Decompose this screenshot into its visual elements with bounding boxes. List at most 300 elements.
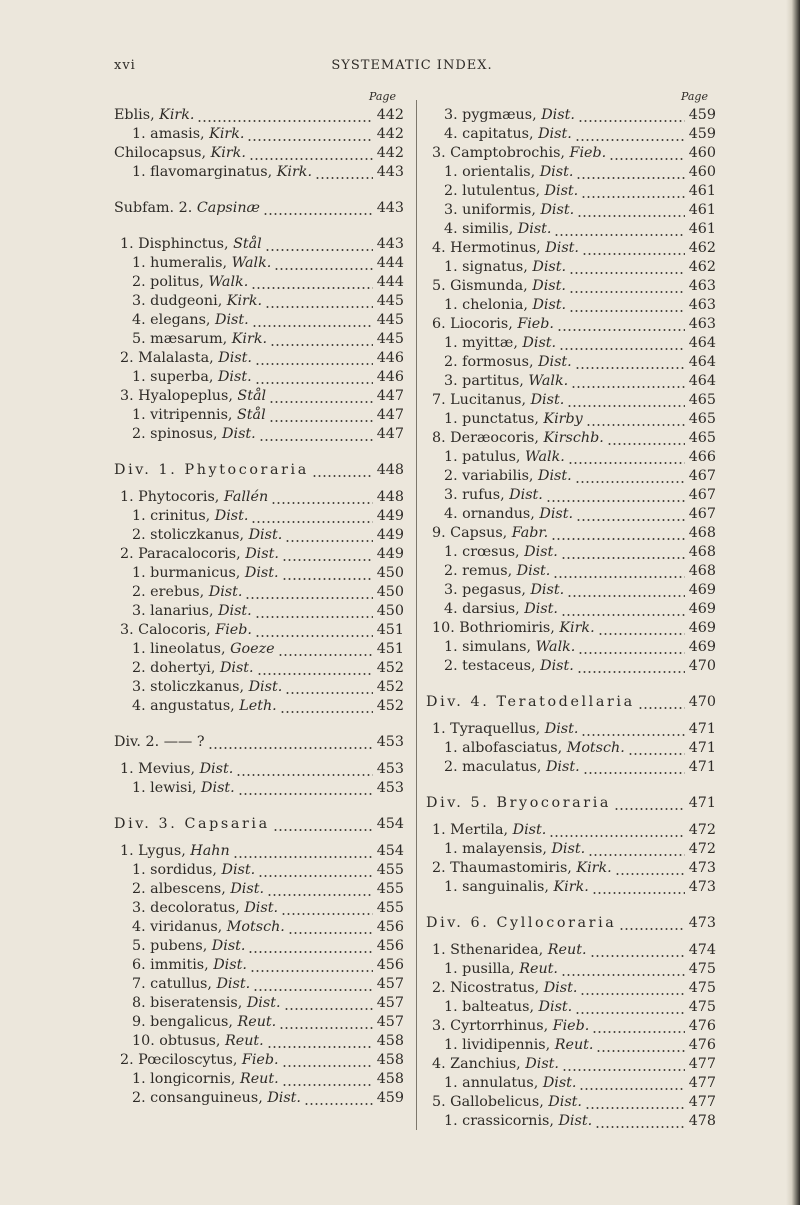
dot-leader [265,292,373,311]
index-entry [426,859,716,878]
page-reference: 473 [688,860,716,876]
taxon-author: Reut. [519,961,558,977]
index-entry [114,273,404,292]
taxon-author: Dist. [551,841,586,857]
taxon-name: 3. dudgeoni, [132,293,227,309]
page-reference: 457 [376,995,404,1011]
index-entry [426,638,716,657]
dot-leader [588,840,685,859]
index-entry [114,602,404,621]
taxon-author: Dist. [543,980,578,996]
index-entry [426,334,716,353]
taxon-author: Stål [237,407,266,423]
page-reference: 443 [376,200,404,216]
entry-text [114,994,281,1013]
taxon-name: 1. lividipennis, [444,1037,555,1053]
taxon-name: 3. lanarius, [132,603,219,619]
page-reference: 444 [376,274,404,290]
index-entry [114,621,404,640]
page-reference: 460 [688,164,716,180]
entry-text [426,960,558,979]
page-reference: 467 [688,487,716,503]
index-entry [114,125,404,144]
dot-leader [304,1089,373,1108]
taxon-author: Dist. [244,565,279,581]
index-entry [426,220,716,239]
index-entry [426,410,716,429]
page-reference: 451 [376,622,404,638]
taxon-author: Kirk. [210,145,246,161]
taxon-author: Dist. [524,544,558,560]
taxon-author: Dist. [244,900,279,916]
index-entry [114,678,404,697]
taxon-author: Fieb. [552,1018,590,1034]
dot-leader [607,429,685,448]
dot-leader [285,526,373,545]
index-entry [426,144,716,163]
entry-text [114,292,262,311]
entry-text [114,144,246,163]
page-reference: 464 [688,373,716,389]
dot-leader [575,998,685,1017]
page-reference: 476 [688,1037,716,1053]
entry-text [426,1093,582,1112]
entry-text [114,678,282,697]
index-entry [426,794,716,813]
taxon-author: Dist. [545,240,579,256]
entry-text [114,461,309,480]
taxon-name: 1. sanguinalis, [444,879,554,895]
taxon-name: Div. 4. Teratodellaria [426,694,635,710]
dot-leader [567,581,685,600]
entry-text [426,1112,592,1131]
dot-leader [568,448,685,467]
dot-leader [250,956,373,975]
taxon-name: 3. decoloratus, [132,900,245,916]
page-reference: 456 [376,957,404,973]
dot-leader [554,220,685,239]
dot-leader [285,678,373,697]
taxon-author: Hahn [190,843,230,859]
page-reference: 451 [376,641,404,657]
index-entry [426,1055,716,1074]
entry-text [426,998,572,1017]
dot-leader [579,1074,685,1093]
taxon-name: 3. stoliczkanus, [132,679,249,695]
index-entry [114,311,404,330]
taxon-author: Dist. [544,721,579,737]
index-entry [426,106,716,125]
taxon-author: Dist. [538,354,572,370]
taxon-author: Dist. [230,881,265,897]
taxon-author: Dist. [214,508,249,524]
page-reference: 454 [376,843,404,859]
page-reference: 450 [376,603,404,619]
index-entry [114,387,404,406]
entry-text [426,296,566,315]
dot-leader [583,758,685,777]
page-reference: 471 [688,721,716,737]
right-entry-list [426,106,716,1131]
entry-text [114,880,264,899]
taxon-name: 1. burmanicus, [132,565,245,581]
taxon-name: 8. Deræocoris, [432,430,544,446]
taxon-name: 1. patulus, [444,449,526,465]
page-reference: 446 [376,369,404,385]
page-column-label: Page [680,90,708,103]
taxon-name: 4. darsius, [444,601,525,617]
taxon-name: Chilocapsus, [114,145,211,161]
taxon-author: Reut. [547,942,587,958]
dot-leader [585,1093,685,1112]
dot-leader [551,524,685,543]
index-entry [114,1032,404,1051]
entry-text [114,815,270,834]
page-reference: 462 [688,259,716,275]
page-reference: 465 [688,411,716,427]
index-entry [114,1070,404,1089]
entry-text [114,488,268,507]
page-reference: 469 [688,620,716,636]
taxon-author: Kirk. [559,620,595,636]
taxon-name: Div. 6. Cyllocoraria [426,915,617,931]
taxon-author: Dist. [522,335,557,351]
dot-leader [255,621,373,640]
page-reference: 465 [688,430,716,446]
taxon-name: 1. pusilla, [444,961,520,977]
entry-text [426,220,551,239]
index-entry [114,861,404,880]
taxon-name: 5. mæsarum, [132,331,232,347]
index-entry [426,562,716,581]
column-divider [416,100,417,1130]
page-reference: 447 [376,407,404,423]
index-entry [426,941,716,960]
taxon-author: Dist. [201,780,235,796]
index-entry [114,507,404,526]
entry-text [114,760,233,779]
taxon-author: Dist. [525,1056,559,1072]
dot-leader [197,106,373,125]
index-entry [114,956,404,975]
taxon-name: 3. Calocoris, [120,622,216,638]
page-reference: 463 [688,297,716,313]
taxon-author: Fieb. [215,622,252,638]
dot-leader [615,859,685,878]
index-entry [114,254,404,273]
entry-text [114,956,247,975]
entry-text [426,239,579,258]
dot-leader [257,659,373,678]
entry-text [426,914,616,933]
page-reference: 468 [688,525,716,541]
entry-text [114,311,249,330]
dot-leader [569,258,685,277]
entry-text [114,899,278,918]
entry-text [114,545,279,564]
taxon-name: 2. spinosus, [132,426,223,442]
dot-leader [278,640,373,659]
taxon-name: 3. partitus, [444,373,529,389]
index-entry [426,125,716,144]
page-reference: 445 [376,331,404,347]
index-entry [114,461,404,480]
index-entry [114,235,404,254]
entry-text [426,334,556,353]
entry-text [114,235,262,254]
taxon-name: 1. flavomarginatus, [132,164,277,180]
taxon-author: Dist. [538,468,572,484]
page-reference: 448 [376,462,404,478]
dot-leader [569,296,685,315]
page-reference: 472 [688,822,716,838]
index-entry [426,391,716,410]
entry-text [426,258,566,277]
dot-leader [269,387,373,406]
taxon-name: 2. maculatus, [444,759,546,775]
taxon-name: 3. rufus, [444,487,510,503]
taxon-name: 1. lineolatus, [132,641,231,657]
taxon-name: 3. pegasus, [444,582,531,598]
taxon-name: 8. biseratensis, [132,995,247,1011]
dot-leader [265,235,373,254]
taxon-name: 2. consanguineus, [132,1090,268,1106]
entry-text [114,273,248,292]
taxon-name: 7. catullus, [132,976,217,992]
entry-text [114,1032,264,1051]
page-reference: 453 [376,734,404,750]
page-reference: 471 [688,740,716,756]
entry-text [426,182,578,201]
taxon-name: 5. pubens, [132,938,212,954]
entry-text [114,1013,276,1032]
taxon-author: Dist. [248,527,283,543]
taxon-author: Walk. [525,449,565,465]
entry-text [114,425,256,444]
dot-leader [575,125,685,144]
taxon-author: Fabr. [511,525,549,541]
index-entry [426,543,716,562]
taxon-name: 1. sordidus, [132,862,222,878]
dot-leader [251,507,373,526]
entry-text [114,507,248,526]
taxon-name: 4. elegans, [132,312,215,328]
taxon-name: 2. testaceus, [444,658,541,674]
taxon-author: Dist. [218,350,252,366]
index-entry [426,720,716,739]
taxon-name: 2. variabilis, [444,468,539,484]
entry-text [426,163,573,182]
dot-leader [281,899,373,918]
page-reference: 453 [376,761,404,777]
dot-leader [280,697,373,716]
dot-leader [279,1013,373,1032]
page-reference: 442 [376,126,404,142]
index-entry [426,960,716,979]
taxon-name: Eblis, [114,107,160,123]
entry-text [426,1036,593,1055]
taxon-author: Dist. [208,584,243,600]
entry-text [114,125,244,144]
dot-leader [577,657,685,676]
dot-leader [263,199,373,218]
index-entry [114,1051,404,1070]
entry-text [114,733,205,752]
taxon-name: 1. signatus, [444,259,533,275]
index-entry [426,600,716,619]
dot-leader [592,1017,685,1036]
page-reference: 464 [688,335,716,351]
index-entry [426,657,716,676]
entry-text [114,526,282,545]
taxon-name: 3. Cyrtorrhinus, [432,1018,553,1034]
page-reference: 458 [376,1033,404,1049]
entry-text [426,821,546,840]
entry-text [426,315,554,334]
taxon-author: Reut. [239,1071,279,1087]
entry-text [114,387,266,406]
page-reference: 468 [688,563,716,579]
entry-text [114,842,230,861]
index-entry [114,368,404,387]
index-entry [426,524,716,543]
index-entry [114,292,404,311]
entry-text [426,201,574,220]
index-entry [114,640,404,659]
page-reference: 456 [376,919,404,935]
taxon-name: 2. Thaumastomiris, [432,860,577,876]
index-entry [426,486,716,505]
index-entry [114,994,404,1013]
entry-text [114,106,194,125]
taxon-author: Dist. [245,546,279,562]
taxon-author: Dist. [558,1113,593,1129]
dot-leader [619,914,685,933]
dot-leader [590,941,686,960]
taxon-author: Dist. [217,369,252,385]
index-entry [426,429,716,448]
entry-text [426,758,580,777]
dot-leader [208,733,374,752]
page-reference: 461 [688,221,716,237]
taxon-name: 1. crœsus, [444,544,525,560]
page-reference: 473 [688,915,716,931]
entry-text [426,277,566,296]
taxon-author: Dist. [517,221,552,237]
index-entry [426,448,716,467]
dot-leader [567,391,685,410]
entry-text [114,406,266,425]
dot-leader [628,739,685,758]
index-entry [114,330,404,349]
taxon-name: 1. crinitus, [132,508,215,524]
taxon-name: 2. Malalasta, [120,350,219,366]
taxon-author: Dist. [538,999,573,1015]
index-entry [114,918,404,937]
dot-leader [245,583,373,602]
taxon-name: 9. Capsus, [432,525,512,541]
dot-leader [559,334,685,353]
index-entry [426,1093,716,1112]
taxon-author: Kirk. [226,293,263,309]
index-entry [114,163,404,182]
dot-leader [586,410,685,429]
page-reference: 457 [376,1014,404,1030]
taxon-name: 1. Lygus, [120,843,191,859]
page-reference: 456 [376,938,404,954]
taxon-name: 5. Gallobelicus, [432,1094,549,1110]
page-reference: 461 [688,202,716,218]
entry-text [114,602,252,621]
taxon-author: Dist. [512,822,547,838]
dot-leader [596,1036,685,1055]
page-reference: 471 [688,759,716,775]
taxon-author: Kirk. [276,164,312,180]
index-entry [426,296,716,315]
dot-leader [569,277,685,296]
page-reference: 460 [688,145,716,161]
taxon-author: Fallén [223,489,269,505]
taxon-author: Dist. [545,759,580,775]
page-reference: 458 [376,1052,404,1068]
taxon-name: 1. lewisi, [132,780,202,796]
dot-leader [236,760,373,779]
page-reference: 466 [688,449,716,465]
taxon-name: 4. Zanchius, [432,1056,526,1072]
entry-text [426,106,575,125]
index-entry [426,979,716,998]
entry-text [426,1055,559,1074]
index-entry [426,315,716,334]
taxon-name: 1. Disphinctus, [120,236,234,252]
dot-leader [614,794,685,813]
index-entry [114,406,404,425]
index-entry [426,258,716,277]
dot-leader [546,486,685,505]
index-entry [426,467,716,486]
page-reference: 461 [688,183,716,199]
taxon-name: 4. Hermotinus, [432,240,546,256]
taxon-author: Kirk. [159,107,195,123]
taxon-author: Dist. [222,426,256,442]
taxon-author: Dist. [542,1075,577,1091]
taxon-author: Dist. [219,660,254,676]
taxon-author: Capsinæ [196,200,260,216]
taxon-name: 1. amasis, [132,126,210,142]
entry-text [426,467,572,486]
taxon-author: Leth. [239,698,277,714]
dot-leader [267,880,373,899]
dot-leader [259,425,373,444]
entry-text [426,581,564,600]
dot-leader [255,368,373,387]
page-reference: 447 [376,388,404,404]
page-reference: 468 [688,544,716,560]
taxon-author: Dist. [539,506,574,522]
taxon-name: 1. Mevius, [120,761,200,777]
entry-text [114,621,252,640]
entry-text [426,794,611,813]
dot-leader [312,461,373,480]
dot-leader [270,330,373,349]
taxon-author: Dist. [524,601,558,617]
entry-text [426,391,564,410]
dot-leader [273,815,373,834]
dot-leader [592,878,685,897]
taxon-author: Fieb. [569,145,607,161]
index-entry [114,697,404,716]
taxon-author: Walk. [528,373,569,389]
